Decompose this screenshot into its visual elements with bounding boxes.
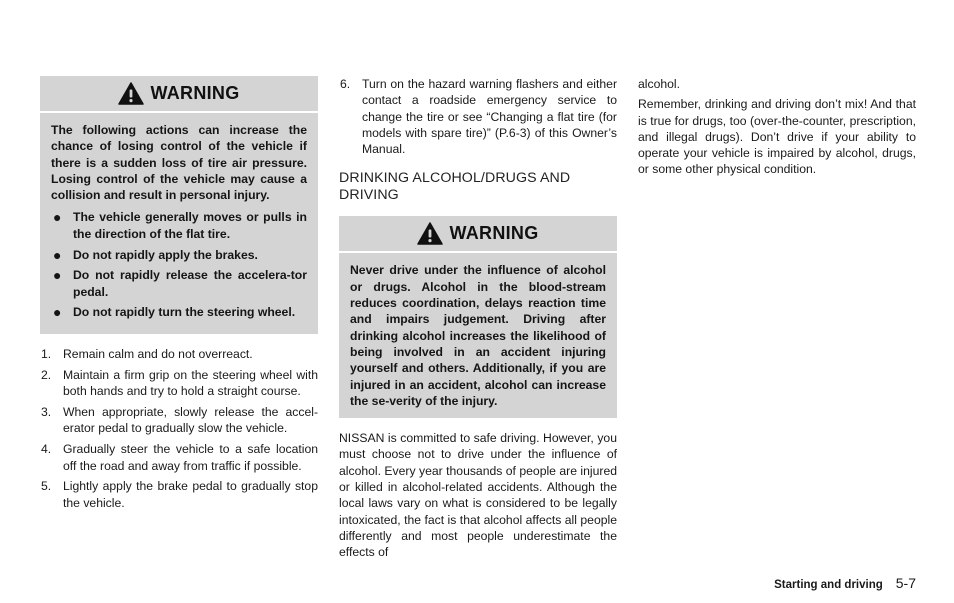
step-text: Lightly apply the brake pedal to gradually stop the vehicle. [63, 479, 318, 510]
step-item [40, 404, 318, 437]
warning-header [339, 216, 617, 253]
warning-body [40, 113, 318, 334]
warning-box-tire [40, 76, 318, 334]
column-middle [339, 76, 617, 561]
page-footer [774, 575, 916, 591]
warning-triangle-icon [417, 222, 443, 245]
step-number: 1. [41, 347, 52, 362]
step-item [40, 367, 318, 400]
step-number: 6. [340, 77, 351, 91]
steps-list-continued [339, 76, 617, 157]
step-item [339, 76, 617, 157]
warning-box-alcohol [339, 216, 617, 418]
step-number: 3. [41, 405, 52, 420]
steps-list [40, 346, 318, 511]
warning-bullet: ● Do not rapidly turn the steering wheel. [53, 304, 296, 321]
warning-triangle-icon [118, 82, 144, 105]
column-left [40, 76, 318, 515]
step-text: Maintain a firm grip on the steering wheel with both hands and try to hold a straight course. [63, 368, 318, 399]
warning-bullet: ● Do not rapidly release the accelera-tor pedal. [53, 267, 307, 299]
column-right [638, 76, 916, 178]
warning-bullet: ● The vehicle generally moves or pulls in the direction of the flat tire. [53, 209, 307, 241]
step-item [40, 441, 318, 474]
warning-bullet: ● Do not rapidly apply the brakes. [53, 246, 258, 263]
step-number: 5. [41, 479, 52, 494]
warning-header [40, 76, 318, 113]
step-text: Turn on the hazard warning flashers and either contact a roadside emergency service to change the tire or see “Changing a flat tire (for models with spare tire)” (P.6-3) of this Owner’s Manual. [362, 77, 617, 157]
step-text: Gradually steer the vehicle to a safe location off the road and away from traffic if possible. [63, 442, 318, 473]
warning-bullets [51, 209, 307, 320]
section-title: DRINKING ALCOHOL/DRUGS AND DRIVING [339, 170, 571, 204]
warning-intro: The following actions can increase the chance of losing control of the vehicle if there is a sudden loss of tire air pressure. Losing control of the vehicle may cause a collision and result in personal injury. [51, 123, 307, 203]
footer-section-title: Starting and driving [774, 579, 883, 591]
warning-bullet-text: Do not rapidly apply the brakes. [73, 247, 258, 262]
warning-text: Never drive under the influence of alcohol or drugs. Alcohol in the blood-stream reduces coordination, delays reaction time and impairs judgement. Driving after drinking alcohol increases the likelihood of being involved in an accident injuring yourself and others. Additionally, if you are injured in an accident, alcohol can increase the se-verity of the injury. [350, 263, 606, 408]
warning-title: WARNING [150, 83, 240, 103]
step-item [40, 478, 318, 511]
warning-bullet-text: Do not rapidly turn the steering wheel. [73, 305, 296, 320]
page-number: 5-7 [895, 575, 916, 591]
warning-bullet-text: The vehicle generally moves or pulls in the direction of the flat tire. [73, 210, 307, 241]
drinking-driving-paragraph: Remember, drinking and driving don’t mix! And that is true for drugs, too (over-the-counter, prescription, and illegal drugs). Don’t drive if your ability to operate your vehicle is impaired by alcohol, drugs, or some other physical condition. [638, 97, 916, 177]
warning-bullet-text: Do not rapidly release the accelera-tor pedal. [73, 268, 307, 299]
warning-title: WARNING [449, 223, 539, 244]
continuation-text: alcohol. [638, 77, 681, 91]
step-text: When appropriate, slowly release the accel-erator pedal to gradually slow the vehicle. [63, 405, 318, 436]
step-item [40, 346, 318, 362]
step-number: 2. [41, 368, 52, 383]
warning-body [339, 253, 617, 418]
step-number: 4. [41, 442, 52, 457]
step-text: Remain calm and do not overreact. [63, 347, 253, 362]
alcohol-paragraph: NISSAN is committed to safe driving. However, you must choose not to drive under the influence of alcohol. Every year thousands of people are injured or killed in alcohol-related accidents. Although the local laws vary on what is considered to be legally intoxicated, the fact is that alcohol affects all people differently and most people underestimate the effects of [339, 431, 617, 560]
